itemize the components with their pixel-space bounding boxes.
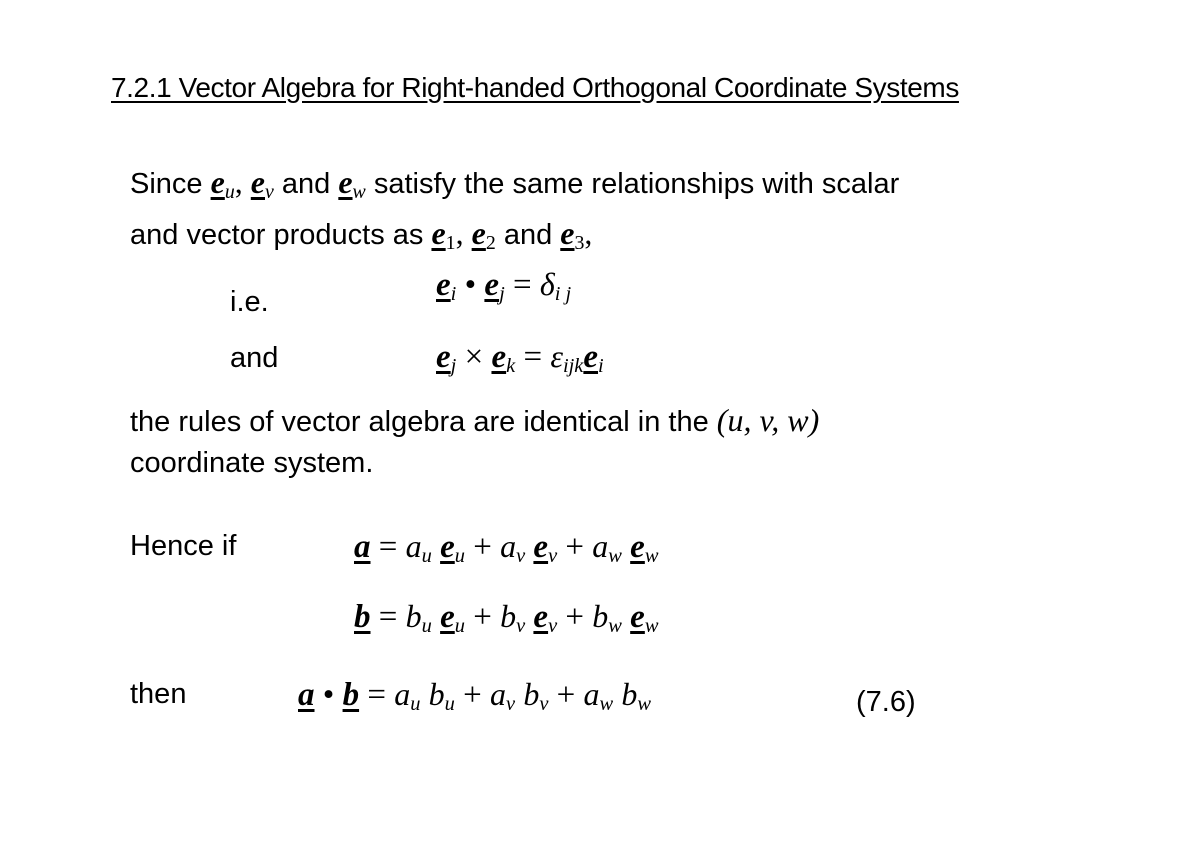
then-label: then: [130, 678, 187, 710]
vector-e-2: e: [471, 214, 486, 251]
equation-number: (7.6): [856, 686, 916, 718]
intro-paragraph: [130, 162, 899, 264]
coordinates-uvw: (u, v, w): [716, 402, 820, 438]
rules-line-1: the rules of vector algebra are identical in the (u, v, w): [130, 402, 820, 438]
page-title: 7.2.1 Vector Algebra for Right-handed Orthogonal Coordinate Systems: [111, 72, 959, 103]
equation-vector-product: $e_j \times e_k = \varepsilon_{ijk}e_i$: [436, 338, 604, 378]
rules-paragraph: [130, 400, 819, 484]
rules-line-2: coordinate system.: [130, 447, 374, 479]
intro-line-1: Since $e_u$, $e_v$ and $e_w$ satisfy the same relationships with scalar: [130, 164, 900, 203]
vector-e-1: e: [431, 214, 446, 251]
equation-dot-product: a • $b = a_u$ $b_u + a_v$ $b_v + a_w$ $b_w$: [298, 676, 652, 716]
vector-e-u: e: [210, 164, 225, 200]
intro-line-2: and vector products as e1, e2 and e3,: [130, 214, 593, 254]
hence-label: Hence if: [130, 530, 237, 562]
and-label: and: [230, 342, 279, 374]
vector-e-3: e: [560, 214, 575, 251]
ie-label: i.e.: [230, 286, 269, 318]
equation-vector-b: $b = b_u$ $e_u + b_v$ $e_v + b_w$ $e_w$: [354, 598, 659, 638]
vector-e-v: e: [250, 164, 265, 200]
equation-scalar-product: $e_i$ • $e_j = \delta_{i j}$: [436, 266, 572, 306]
vector-e-w: e: [338, 164, 353, 200]
equation-vector-a: $a = a_u$ $e_u + a_v$ $e_v + a_w$ $e_w$: [354, 528, 659, 568]
